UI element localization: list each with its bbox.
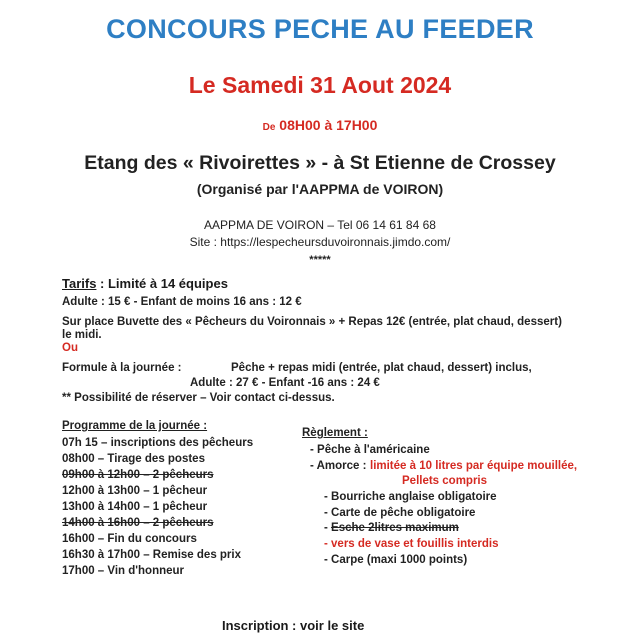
reglement-item: - Bourriche anglaise obligatoire [324, 491, 497, 503]
programme-item: 17h00 – Vin d'honneur [62, 565, 185, 577]
tarifs-buvette-line2: le midi. [62, 329, 102, 341]
inscription-note: Inscription : voir le site [222, 618, 365, 633]
website-link[interactable]: Site : https://lespecheursduvoironnais.jimdo.com/ [189, 235, 451, 249]
reglement-item-text: Esche 2litres maximum [331, 522, 459, 534]
reglement-item-text: Carpe (maxi 1000 points) [331, 554, 468, 566]
reglement-item: - Esche 2litres maximum [324, 522, 459, 534]
event-date: Le Samedi 31 Aout 2024 [188, 72, 452, 98]
programme-item: 07h 15 – inscriptions des pêcheurs [62, 437, 254, 449]
programme-item: 08h00 – Tirage des postes [62, 453, 205, 465]
programme-heading: Programme de la journée : [62, 420, 208, 432]
tarifs-or: Ou [62, 342, 78, 354]
hours-value: 08H00 à 17H00 [279, 117, 378, 133]
tarifs-adult-child: Adulte : 15 € - Enfant de moins 16 ans : 12 € [62, 296, 302, 308]
reglement-item-text: Bourriche anglaise obligatoire [331, 491, 497, 503]
reglement-item: - Carpe (maxi 1000 points) [324, 554, 468, 566]
reglement-amorce-pellets: Pellets compris [402, 475, 488, 487]
reglement-item: - vers de vase et fouillis interdis [324, 538, 499, 550]
formule-label: Formule à la journée : [62, 362, 182, 374]
event-place: Etang des « Rivoirettes » - à St Etienne de Crossey [84, 152, 556, 174]
programme-item: 13h00 à 14h00 – 1 pêcheur [62, 501, 208, 513]
organizer: (Organisé par l'AAPPMA de VOIRON) [196, 181, 444, 197]
programme-item: 16h00 – Fin du concours [62, 533, 197, 545]
reglement-amorce-limit: limitée à 10 litres par équipe mouillée, [370, 460, 578, 472]
reglement-item-text: Carte de pêche obligatoire [331, 507, 476, 519]
formule-text: Pêche + repas midi (entrée, plat chaud, dessert) inclus, [231, 362, 532, 374]
programme-item: 16h30 à 17h00 – Remise des prix [62, 549, 241, 561]
contact-phone: AAPPMA DE VOIRON – Tel 06 14 61 84 68 [204, 218, 436, 232]
tarifs-label: Tarifs [62, 276, 97, 291]
programme-item: 12h00 à 13h00 – 1 pêcheur [62, 485, 208, 497]
reservation-note: ** Possibilité de réserver – Voir contact ci-dessus. [62, 392, 335, 404]
reglement-item-text: vers de vase et fouillis interdis [331, 538, 499, 550]
event-hours [0, 117, 640, 133]
reglement-amorce-label: - Amorce : [310, 460, 367, 472]
formule-price: Adulte : 27 € - Enfant -16 ans : 24 € [190, 377, 380, 389]
tarifs-heading [62, 276, 228, 291]
programme-item: 14h00 à 16h00 – 2 pêcheurs [62, 517, 214, 529]
reglement-peche: - Pêche à l'américaine [310, 444, 430, 456]
tarifs-buvette-line1: Sur place Buvette des « Pêcheurs du Voironnais » + Repas 12€ (entrée, plat chaud, dessert) [62, 316, 562, 328]
reglement-heading: Règlement : [302, 427, 368, 439]
reglement-item: - Carte de pêche obligatoire [324, 507, 476, 519]
tarifs-limit: : Limité à 14 équipes [96, 276, 228, 291]
page-title: CONCOURS PECHE AU FEEDER [106, 14, 534, 44]
programme-item: 09h00 à 12h00 – 2 pêcheurs [62, 469, 214, 481]
hours-prefix: De [262, 122, 276, 133]
separator-stars: ***** [309, 254, 331, 266]
